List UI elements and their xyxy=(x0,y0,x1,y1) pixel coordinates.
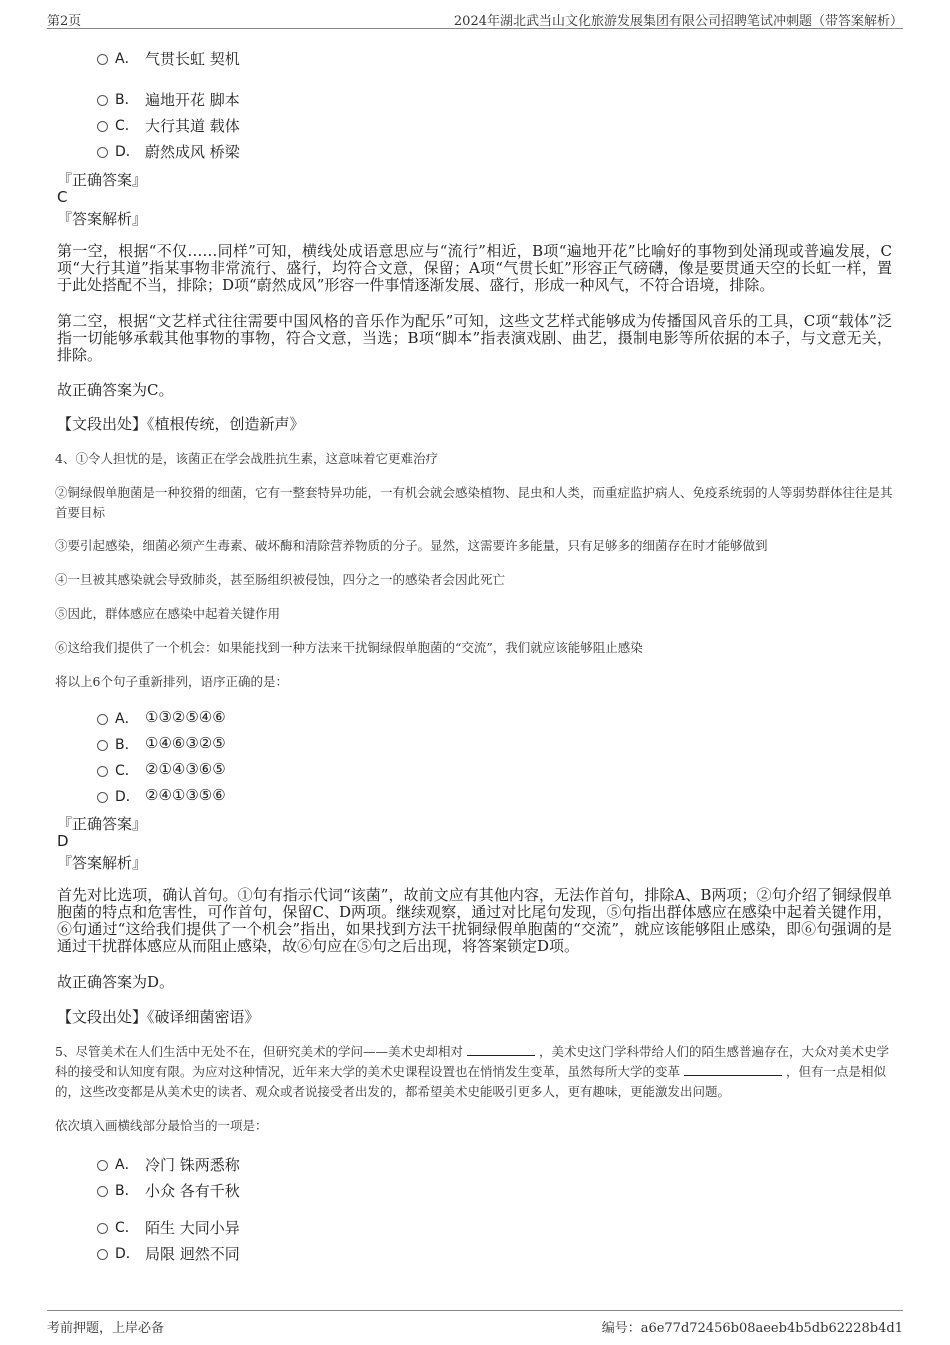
q4-sentence-2: ②铜绿假单胞菌是一种狡猾的细菌，它有一整套特异功能，一有机会就会感染植物、昆虫和人类，而重症监护病人、免疫系统弱的人等弱势群体往往是其首要目标 xyxy=(55,485,893,520)
option-text: 冷门 铢两悉称 xyxy=(145,1156,240,1174)
option-text: 大行其道 载体 xyxy=(145,117,240,135)
q4-answer-label: 『正确答案』 xyxy=(57,815,148,833)
footer-slogan: 考前押题，上岸必备 xyxy=(47,1321,165,1336)
q4-sentence-6: ⑥这给我们提供了一个机会：如果能找到一种方法来干扰铜绿假单胞菌的“交流”，我们就应该能够阻止感染 xyxy=(55,640,643,655)
radio-icon[interactable] xyxy=(97,95,108,106)
q3-conclusion: 故正确答案为C。 xyxy=(57,381,174,399)
option-letter: C． xyxy=(115,118,139,134)
radio-icon[interactable] xyxy=(97,1160,108,1171)
option-text: 遍地开花 脚本 xyxy=(145,91,240,109)
option-text: 小众 各有千秋 xyxy=(145,1182,240,1200)
option-text: 蔚然成风 桥梁 xyxy=(145,143,240,161)
radio-icon[interactable] xyxy=(97,121,108,132)
q4-conclusion: 故正确答案为D。 xyxy=(57,973,175,991)
q4-sentence-4: ④一旦被其感染就会导致肺炎，甚至肠组织被侵蚀，四分之一的感染者会因此死亡 xyxy=(55,572,506,587)
radio-icon[interactable] xyxy=(97,740,108,751)
document-code: 编号：a6e77d72456b08aeeb4b5db62228b4d1 xyxy=(601,1321,903,1336)
option-letter: D． xyxy=(115,789,140,805)
q5-stem-part-3: ，但有一点是相似的，这些改变都是从美术史的读者、观众或者说接受者出发的，都希望美术史能吸引更多人，更有趣味，更能激发出问题。 xyxy=(55,1064,887,1099)
q3-analysis-p2: 第二空，根据“文艺样式往往需要中国风格的音乐作为配乐”可知，这些文艺样式能够成为传播国风音乐的工具，C项“载体”泛指一切能够承载其他事物的事物，符合文意，当选；B项“脚本”指表演戏剧、曲艺，摄制电影等所依据的本子，与文意无关，排除。 xyxy=(57,312,892,364)
q3-source: 【文段出处】《植根传统，创造新声》 xyxy=(57,415,305,433)
q3-analysis-label: 『答案解析』 xyxy=(57,210,148,228)
q4-analysis-label: 『答案解析』 xyxy=(57,854,148,872)
option-text: ①③②⑤④⑥ xyxy=(145,708,226,726)
page-number: 第2页 xyxy=(47,14,82,29)
option-text: 气贯长虹 契机 xyxy=(145,50,240,68)
radio-icon[interactable] xyxy=(97,1249,108,1260)
q3-analysis-p1: 第一空，根据“不仅……同样”可知，横线处成语意思应与“流行”相近，B项“遍地开花”比喻好的事物到处涌现或普遍发展，C项“大行其道”指某事物非常流行、盛行，均符合文意，保留；A项“气贯长虹”形容正气磅礴，像是要贯通天空的长虹一样，置于此处搭配不当，排除；D项“蔚然成风”形容一件事情逐渐发展、盛行，形成一种风气，不符合语境，排除。 xyxy=(57,242,892,294)
q5-stem-part-2: ，美术史这门学科带给人们的陌生感普遍存在，大众对美术史学科的接受和认知度有限。为应对这种情况，近年来大学的美术史课程设置也在悄悄发生变革，虽然每所大学的变革 xyxy=(55,1044,889,1079)
radio-icon[interactable] xyxy=(97,1186,108,1197)
fill-blank-2[interactable] xyxy=(684,1063,782,1076)
fill-blank-1[interactable] xyxy=(467,1043,535,1056)
option-text: 局限 迥然不同 xyxy=(145,1245,240,1263)
option-letter: D． xyxy=(115,144,140,160)
option-letter: A． xyxy=(115,1157,139,1173)
option-text: ②①④③⑥⑤ xyxy=(145,760,226,778)
q5-prompt: 依次填入画横线部分最恰当的一项是： xyxy=(55,1118,268,1133)
option-letter: A． xyxy=(115,51,139,67)
radio-icon[interactable] xyxy=(97,147,108,158)
q4-answer: D xyxy=(57,832,69,850)
option-letter: D． xyxy=(115,1246,140,1262)
option-letter: B． xyxy=(115,737,139,753)
radio-icon[interactable] xyxy=(97,1223,108,1234)
q4-sentence-1: 4、①令人担忧的是，该菌正在学会战胜抗生素，这意味着它更难治疗 xyxy=(55,451,438,466)
page-footer xyxy=(47,1310,903,1337)
q5-stem-part-1: 5、尽管美术在人们生活中无处不在，但研究美术的学问——美术史却相对 xyxy=(55,1044,463,1059)
q4-prompt: 将以上6个句子重新排列，语序正确的是： xyxy=(55,674,288,689)
radio-icon[interactable] xyxy=(97,792,108,803)
q3-answer: C xyxy=(57,188,68,206)
q4-source: 【文段出处】《破译细菌密语》 xyxy=(57,1008,260,1026)
option-letter: B． xyxy=(115,92,139,108)
q4-sentence-3: ③要引起感染，细菌必须产生毒素、破坏酶和清除营养物质的分子。显然，这需要许多能量，只有足够多的细菌存在时才能够做到 xyxy=(55,538,768,553)
document-title: 2024年湖北武当山文化旅游发展集团有限公司招聘笔试冲刺题（带答案解析） xyxy=(453,14,903,29)
q4-sentence-5: ⑤因此，群体感应在感染中起着关键作用 xyxy=(55,606,281,621)
radio-icon[interactable] xyxy=(97,714,108,725)
option-letter: A． xyxy=(115,711,139,727)
radio-icon[interactable] xyxy=(97,766,108,777)
option-letter: C． xyxy=(115,763,139,779)
q4-analysis-p1: 首先对比选项，确认首句。①句有指示代词“该菌”，故前文应有其他内容，无法作首句，排除A、B两项；②句介绍了铜绿假单胞菌的特点和危害性，可作首句，保留C、D两项。继续观察，通过对比尾句发现，⑤句指出群体感应在感染中起着关键作用，⑥句通过“这给我们提供了一个机会”指出，如果找到方法干扰铜绿假单胞菌的“交流”，就应该能够阻止感染，即⑥句强调的是通过干扰群体感应从而阻止感染，故⑥句应在⑤句之后出现，将答案锁定D项。 xyxy=(57,886,892,955)
option-text: ②④①③⑤⑥ xyxy=(145,786,226,804)
radio-icon[interactable] xyxy=(97,54,108,65)
page-header xyxy=(47,8,903,29)
option-letter: B． xyxy=(115,1183,139,1199)
q5-stem xyxy=(55,1042,895,1102)
option-letter: C． xyxy=(115,1220,139,1236)
option-text: ①④⑥③②⑤ xyxy=(145,734,226,752)
option-text: 陌生 大同小异 xyxy=(145,1219,240,1237)
q3-answer-label: 『正确答案』 xyxy=(57,171,148,189)
